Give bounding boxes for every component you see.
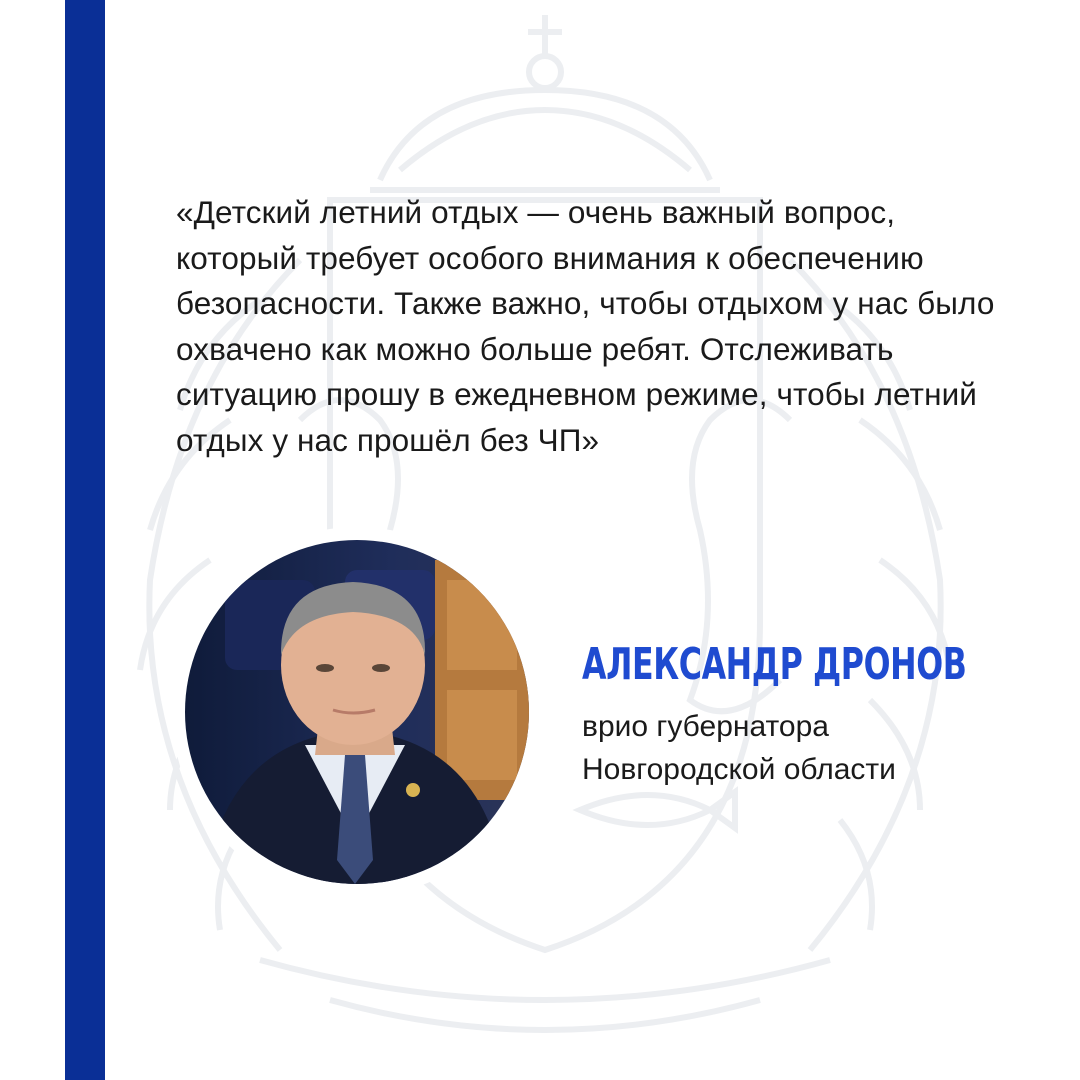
quote-line: «Детский летний отдых — очень важный вопрос, [176,194,896,230]
person-name: АЛЕКСАНДР ДРОНОВ [582,639,967,690]
quote-line: который требует особого внимания к обеспечению [176,239,924,276]
portrait-illustration [185,540,529,884]
side-accent-stripe [65,0,105,1080]
quote-line: охвачено как можно больше ребят. Отслеживать [176,330,894,367]
person-position-line: Новгородской области [582,753,896,786]
quote-line: ситуацию прошу в ежедневном режиме, чтобы летний [176,376,977,412]
speaker-portrait [185,540,529,884]
quote-line: отдых у нас прошёл без ЧП» [176,421,600,458]
quote-line: безопасности. Также важно, чтобы отдыхом у нас было [176,285,995,321]
person-position-line: врио губернатора [582,710,829,743]
person-position [582,705,1002,791]
quote-text [176,190,1046,463]
